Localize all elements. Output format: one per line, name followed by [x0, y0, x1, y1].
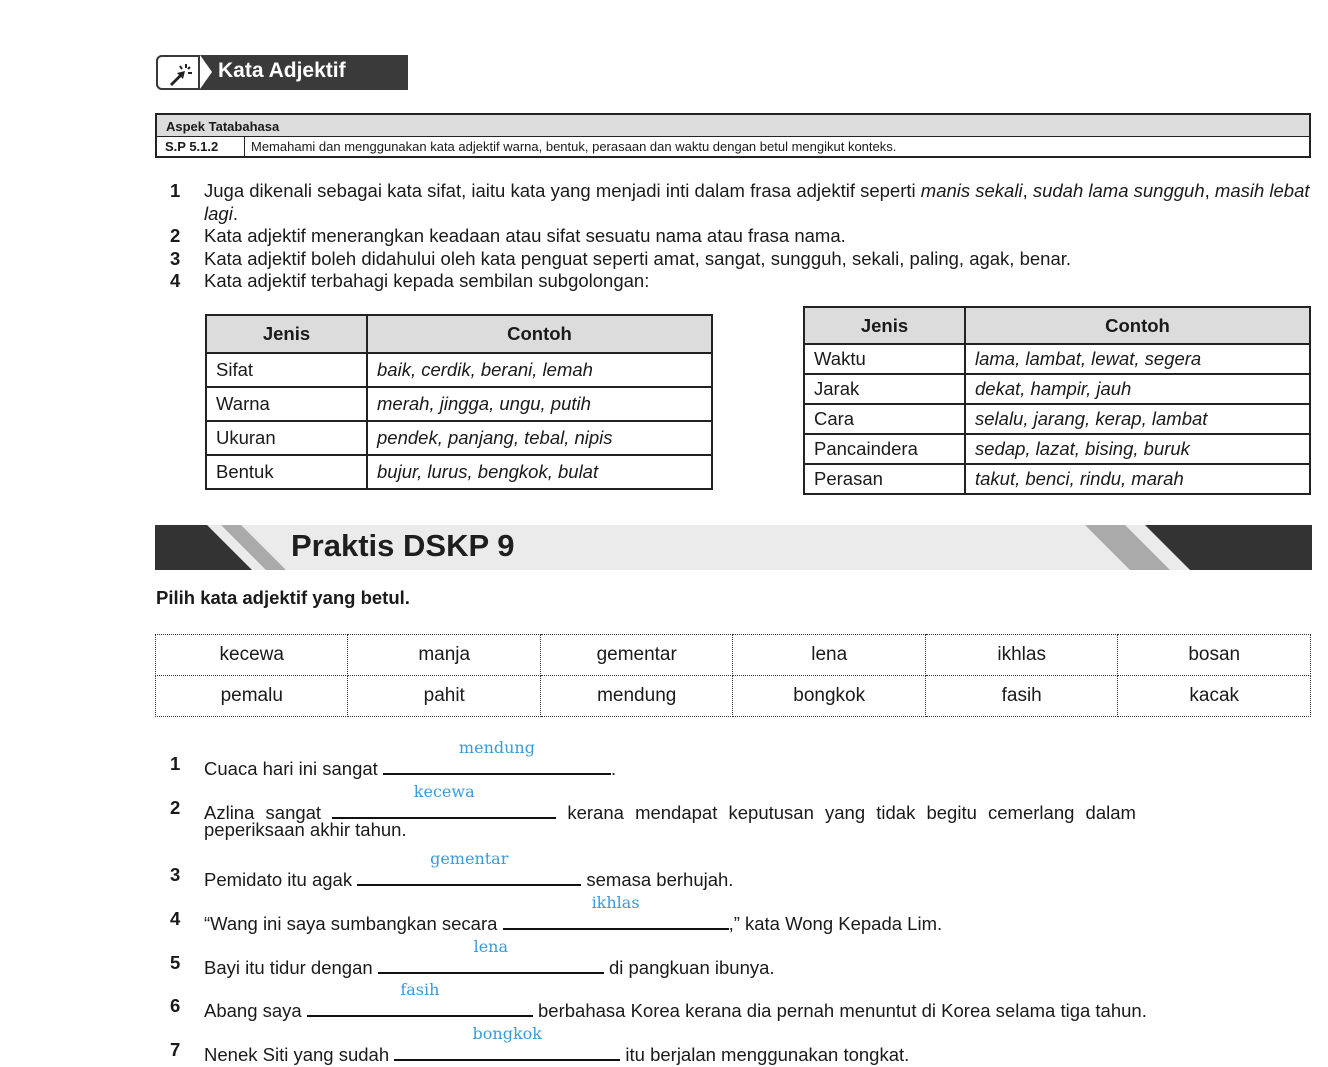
type-cell: Cara: [804, 404, 965, 434]
word-cell: kacak: [1118, 676, 1311, 717]
word-cell: kecewa: [156, 635, 348, 676]
question-number: 3: [170, 864, 181, 885]
word-cell: pahit: [348, 676, 540, 717]
word-cell: pemalu: [156, 676, 348, 717]
type-cell: Warna: [206, 387, 367, 421]
note-text-part: Juga dikenali sebagai kata sifat, iaitu kata yang menjadi inti dalam frasa adjektif seperti: [204, 180, 921, 201]
example-cell: sedap, lazat, bising, buruk: [965, 434, 1310, 464]
question-number: 1: [170, 753, 181, 774]
column-header-jenis: Jenis: [206, 315, 367, 353]
type-cell: Pancaindera: [804, 434, 965, 464]
answer-blank[interactable]: [332, 782, 556, 819]
word-cell: bongkok: [733, 676, 925, 717]
example-cell: lama, lambat, lewat, segera: [965, 344, 1310, 374]
type-cell: Sifat: [206, 353, 367, 387]
adjective-types-table-left: [205, 314, 713, 490]
question-text-after: berbahasa Korea kerana dia pernah menuntut di Korea selama tiga tahun.: [532, 1000, 1147, 1021]
question-text-after: itu berjalan menggunakan tongkat.: [620, 1044, 910, 1065]
answer-blank[interactable]: [383, 738, 611, 775]
badge-icon-box: [156, 55, 200, 90]
table-row: [804, 344, 1310, 374]
example-cell: baik, cerdik, berani, lemah: [367, 353, 712, 387]
note-example: manis sekali: [920, 180, 1023, 201]
word-cell: ikhlas: [925, 635, 1117, 676]
question-text-after: kerana mendapat keputusan yang tidak begitu cemerlang dalam: [556, 802, 1136, 823]
table-header-row: [206, 315, 712, 353]
notes-list: [170, 180, 1312, 293]
question-text-before: Abang saya: [204, 1000, 307, 1021]
note-text: Kata adjektif terbahagi kepada sembilan subgolongan:: [204, 270, 650, 291]
question-text-after: di pangkuan ibunya.: [603, 957, 775, 978]
word-bank: [155, 634, 1311, 717]
aspek-row: [157, 137, 1309, 156]
aspek-heading: Aspek Tatabahasa: [157, 115, 1309, 137]
word-cell: bosan: [1118, 635, 1311, 676]
example-cell: pendek, panjang, tebal, nipis: [367, 421, 712, 455]
question-text-after: ,” kata Wong Kepada Lim.: [728, 913, 943, 934]
badge-notch: [200, 55, 212, 89]
question-body: [204, 738, 617, 781]
answer-blank[interactable]: [378, 937, 604, 974]
handwritten-answer: mendung: [458, 738, 535, 757]
note-separator: ,: [1022, 180, 1033, 201]
note-end: .: [232, 202, 238, 224]
question-number: 7: [170, 1039, 181, 1060]
table-row: [804, 434, 1310, 464]
note-item: [170, 180, 1312, 225]
table-row: [206, 421, 712, 455]
question-text-before: Azlina sangat: [204, 802, 333, 823]
table-row: [206, 353, 712, 387]
answer-blank[interactable]: [357, 849, 581, 886]
table-row: [206, 387, 712, 421]
answer-blank[interactable]: [503, 893, 729, 930]
table-row: [804, 464, 1310, 494]
question-text-before: Bayi itu tidur dengan: [204, 957, 378, 978]
question-body: [204, 937, 775, 980]
question-text-before: “Wang ini saya sumbangkan secara: [204, 913, 503, 934]
handwritten-answer: bongkok: [472, 1024, 542, 1043]
handwritten-answer: fasih: [400, 980, 440, 999]
example-cell: dekat, hampir, jauh: [965, 374, 1310, 404]
example-cell: takut, benci, rindu, marah: [965, 464, 1310, 494]
question-number: 2: [170, 797, 181, 818]
type-cell: Waktu: [804, 344, 965, 374]
note-number: 1: [170, 180, 181, 201]
note-example: masih lebat lagi: [204, 180, 1310, 224]
word-cell: lena: [733, 635, 925, 676]
word-cell: gementar: [540, 635, 732, 676]
table-row: [804, 404, 1310, 434]
example-cell: bujur, lurus, bengkok, bulat: [367, 455, 712, 489]
note-number: 2: [170, 225, 181, 246]
note-number: 3: [170, 247, 181, 269]
aspek-code: S.P 5.1.2: [157, 137, 245, 156]
adjective-types-table-right: [803, 306, 1311, 495]
question-text-after: semasa berhujah.: [581, 869, 734, 890]
practice-title: Praktis DSKP 9: [291, 528, 515, 563]
handwritten-answer: gementar: [430, 849, 509, 868]
section-title: Kata Adjektif: [218, 59, 346, 82]
word-cell: mendung: [540, 676, 732, 717]
question-number: 5: [170, 952, 181, 973]
aspek-description: Memahami dan menggunakan kata adjektif warna, bentuk, perasaan dan waktu dengan betul mengikut konteks.: [251, 139, 897, 154]
note-item: [170, 248, 1312, 271]
practice-instruction: Pilih kata adjektif yang betul.: [156, 587, 410, 608]
question-text-before: Cuaca hari ini sangat: [204, 758, 383, 779]
table-header-row: [804, 307, 1310, 344]
word-cell: manja: [348, 635, 540, 676]
table-row: [804, 374, 1310, 404]
column-header-contoh: Contoh: [367, 315, 712, 353]
type-cell: Ukuran: [206, 421, 367, 455]
note-text: Kata adjektif boleh didahului oleh kata penguat seperti amat, sangat, sungguh, sekali, paling, agak, benar.: [204, 247, 1072, 269]
column-header-jenis: Jenis: [804, 307, 965, 344]
type-cell: Jarak: [804, 374, 965, 404]
question-number: 6: [170, 995, 181, 1016]
aspek-tatabahasa-box: [155, 113, 1311, 158]
note-item: [170, 225, 1312, 248]
question-text-before: Pemidato itu agak: [204, 869, 358, 890]
note-text: [204, 180, 1312, 225]
question-body: [204, 1024, 910, 1067]
word-row: [156, 676, 1311, 717]
question-body: [204, 893, 943, 936]
note-separator: ,: [1204, 180, 1215, 201]
question-body: [204, 980, 1147, 1023]
practice-banner: [155, 525, 1312, 570]
question-number: 4: [170, 908, 181, 929]
note-item: [170, 270, 1312, 293]
section-header-badge: [156, 55, 408, 90]
handwritten-answer: ikhlas: [591, 893, 640, 912]
question-text-after: .: [610, 758, 617, 779]
example-cell: selalu, jarang, kerap, lambat: [965, 404, 1310, 434]
column-header-contoh: Contoh: [965, 307, 1310, 344]
answer-blank[interactable]: [394, 1024, 620, 1061]
question-body-line2: peperiksaan akhir tahun.: [204, 819, 407, 840]
cursor-click-icon: [166, 62, 194, 86]
table-row: [206, 455, 712, 489]
handwritten-answer: kecewa: [413, 782, 475, 801]
example-cell: merah, jingga, ungu, putih: [367, 387, 712, 421]
question-text-before: Nenek Siti yang sudah: [204, 1044, 395, 1065]
question-body: [204, 849, 734, 892]
word-row: [156, 635, 1311, 676]
type-cell: Bentuk: [206, 455, 367, 489]
word-cell: fasih: [925, 676, 1117, 717]
answer-blank[interactable]: [307, 980, 533, 1017]
note-text: Kata adjektif menerangkan keadaan atau sifat sesuatu nama atau frasa nama.: [204, 225, 846, 246]
note-example: sudah lama sungguh: [1032, 180, 1205, 201]
note-number: 4: [170, 270, 181, 291]
type-cell: Perasan: [804, 464, 965, 494]
handwritten-answer: lena: [473, 937, 509, 956]
